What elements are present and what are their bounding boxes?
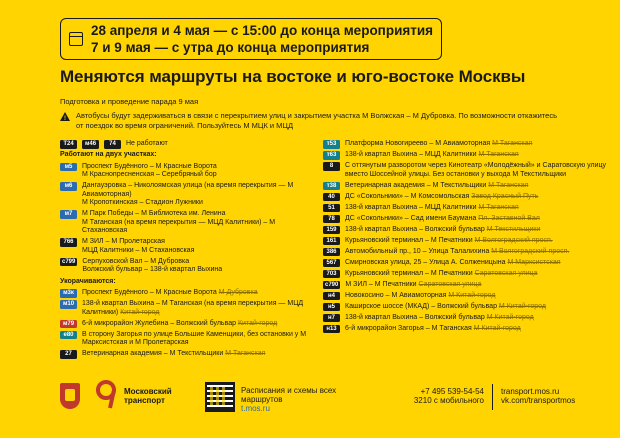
route-badge: т38 (323, 182, 340, 191)
route-description: 6-й микрорайон Загорья – М Таганская (345, 324, 472, 332)
route-description: Новокосино – М Авиамоторная (345, 291, 447, 299)
section-shortened: Укорачиваются: (60, 277, 116, 285)
route-badge: 161 (323, 237, 340, 246)
route-description: Серпуховской Вал – М Дубровка (82, 257, 190, 265)
cancelled-segment: М Волгоградский просп. (474, 236, 553, 244)
route-row (60, 182, 315, 208)
route-row (323, 226, 608, 235)
route-description: Каширское шоссе (МКАД) – Волжский бульвар (345, 302, 497, 310)
route-row (323, 325, 608, 334)
route-badge: м46 (82, 140, 99, 149)
cancelled-segment: М Текстильщики (486, 225, 541, 233)
section-two-segments: Работают на двух участках: (60, 151, 157, 158)
route-text (82, 210, 315, 236)
route-row (323, 259, 608, 268)
qr-code-icon (205, 382, 235, 412)
route-row (323, 204, 608, 213)
cancelled-segment: М Таганская (492, 140, 533, 147)
schedules-text: Расписания и схемы всех маршрутов (241, 386, 337, 404)
not-working-row (60, 140, 315, 149)
route-badge: м7 (60, 210, 77, 219)
cancelled-segment: М Таганская (478, 151, 519, 158)
route-row (323, 314, 608, 323)
route-row (323, 292, 608, 301)
route-description: Ветеринарная академия – М Текстильщики (82, 350, 224, 357)
route-text (82, 331, 315, 348)
date-line-1: 28 апреля и 4 мая — с 15:00 до конца мероприятия (91, 23, 434, 38)
divider (492, 384, 493, 410)
route-row (60, 320, 315, 329)
route-text (82, 182, 315, 208)
cancelled-segment: М Таганская (488, 181, 529, 189)
route-description: ДС «Сокольники» – Сад имени Баумана (345, 214, 477, 222)
phone-number[interactable]: +7 495 539-54-54 (420, 387, 484, 396)
route-row (323, 151, 608, 160)
page-title: Меняются маршруты на востоке и юго-востоке Москвы (60, 67, 526, 86)
route-text (82, 350, 315, 359)
cancelled-segment: Завод Красный Путь (471, 192, 539, 200)
route-text (345, 281, 608, 290)
route-text (82, 300, 315, 317)
site-block (501, 387, 575, 405)
route-row (323, 182, 608, 191)
route-row (323, 281, 608, 290)
route-badge: м10 (60, 300, 77, 309)
cancelled-segment: М Марксистская (507, 258, 561, 266)
route-text (345, 193, 608, 202)
phone-block (400, 387, 484, 405)
cancelled-segment: М Китай-город (473, 324, 521, 332)
route-description: 138-й квартал Выхина – Волжский бульвар (345, 313, 485, 321)
cancelled-segment: М Волгоградский просп. (491, 247, 570, 255)
route-text (345, 215, 608, 224)
warning-icon (60, 112, 70, 121)
route-text (82, 289, 315, 298)
route-text (345, 204, 608, 213)
route-text (345, 237, 608, 246)
cancelled-segment: М Китай-город (448, 291, 496, 299)
route-row (60, 300, 315, 317)
date-line-2: 7 и 9 мая — с утра до конца мероприятия (91, 40, 370, 55)
route-badge: 40 (323, 193, 340, 202)
route-description-second: Волжский бульвар – 138-й квартал Выхина (82, 266, 223, 273)
route-row (323, 270, 608, 279)
route-text (345, 226, 608, 235)
route-row (60, 238, 315, 255)
route-text (345, 325, 608, 334)
route-description: Курьяновский терминал – М Печатники (345, 269, 473, 277)
route-text (345, 270, 608, 279)
route-badge: 386 (323, 248, 340, 257)
route-badge: м3к (60, 289, 77, 298)
route-description: 138-й квартал Выхина – МЦД Калитники (345, 203, 477, 211)
cancelled-segment: М Китай-город (486, 313, 534, 321)
route-row (60, 331, 315, 348)
route-row (60, 258, 315, 275)
route-badge: 703 (323, 270, 340, 279)
warning-block (60, 111, 560, 131)
cancelled-segment: М Дубровка (218, 289, 258, 296)
brand-name: Московский транспорт (124, 387, 172, 405)
route-description: 138-й квартал Выхина – Волжский бульвар (345, 225, 485, 233)
cancelled-segment: М Таганская (225, 350, 266, 357)
site-link[interactable]: transport.mos.ru (501, 387, 560, 396)
footer (0, 372, 620, 438)
route-description-second: М Кропоткинская – Стадион Лужники (82, 199, 203, 206)
not-working-label: Не работают (126, 140, 168, 147)
left-column (60, 140, 315, 361)
route-row (323, 140, 608, 149)
route-badge: с790 (325, 281, 339, 288)
route-badge: 27 (60, 350, 77, 359)
vk-link[interactable]: vk.com/transportmos (501, 396, 576, 405)
warning-text: Автобусы будут задерживаться в связи с перекрытием улиц и закрытием участка М Волжская – М Дубровка. По возможности откажитесь от поездок во время ограничений. Пользуйтесь М МЦК и МЦД (76, 111, 557, 130)
route-badge: т63 (323, 151, 340, 160)
dates-box (60, 18, 442, 60)
route-text (82, 238, 315, 255)
cancelled-segment: Саратовская улица (418, 280, 482, 288)
route-badge: 74 (104, 140, 121, 149)
route-row (323, 303, 608, 312)
route-badge: н7 (323, 314, 340, 323)
route-description: ДС «Сокольники» – М Комсомольская (345, 192, 470, 200)
route-badge: н5 (323, 303, 340, 312)
moscow-coat-of-arms-icon (60, 383, 80, 409)
route-row (60, 210, 315, 236)
cancelled-segment: М Китай-город (498, 302, 546, 310)
route-description: Курьяновский терминал – М Печатники (345, 236, 473, 244)
route-row (323, 248, 608, 257)
route-text (82, 258, 315, 275)
route-text (345, 140, 608, 149)
route-description: Проспект Будённого – М Красные Ворота (82, 289, 217, 296)
route-badge: 78 (323, 215, 340, 224)
route-text (345, 314, 608, 323)
route-text (82, 163, 315, 180)
route-row (323, 215, 608, 224)
route-description: Проспект Будённого – М Красные Ворота (82, 162, 217, 170)
route-description: М Парк Победы – М Библиотека им. Ленина (82, 210, 226, 217)
route-description: М ЗИЛ – М Пролетарская (82, 238, 165, 245)
cancelled-segment: Китай-город (120, 308, 160, 316)
right-column (323, 140, 608, 336)
route-badge: м5 (60, 163, 77, 172)
route-text (82, 320, 315, 329)
cancelled-segment: Саратовская улица (474, 269, 538, 277)
route-description: Ветеринарная академия – М Текстильщики (345, 181, 487, 189)
route-text (345, 182, 608, 191)
route-description: С оттянутым разворотом через Кинотеатр «Молодёжный» и Саратовскую улицу вместо Шоссейной улицы. Без остановки у выхода М Текстильщики (345, 162, 606, 178)
route-badge: н4 (323, 292, 340, 301)
route-description: В сторону Загорья по улице Большие Каменщики, без остановки у М Марксистская и М Пролетарская (82, 330, 307, 346)
route-row (323, 162, 608, 179)
route-badge: 159 (323, 226, 340, 235)
route-description: 138-й квартал Выхина – М Таганская (на время перекрытия — МЦД Калитники) (82, 300, 304, 316)
route-badge: т53 (323, 140, 340, 149)
route-description: Автомобильный пр., 10 – Улица Талалихина (345, 247, 490, 255)
route-text (345, 303, 608, 312)
route-row (323, 237, 608, 246)
route-badge: м79 (60, 320, 77, 329)
route-description: Смирновская улица, 25 – Улица А. Солженицына (345, 258, 506, 266)
route-badge: с799 (62, 258, 76, 265)
cancelled-segment: Пл. Заставной Вал (478, 214, 540, 222)
route-text (345, 248, 608, 257)
route-row (323, 193, 608, 202)
route-description: Дангауэровка – Николоямская улица (на время перекрытия — М Авиамоторная) (82, 182, 294, 198)
route-row (60, 163, 315, 180)
route-description-second: М Краснопресненская – Серебряный бор (82, 171, 217, 178)
route-row (60, 289, 315, 298)
route-description-second: МЦД Калитники – М Стахановская (82, 246, 195, 254)
route-badge: 766 (60, 238, 77, 247)
route-badge: 51 (323, 204, 340, 213)
route-text (345, 162, 608, 179)
phone-mobile: 3210 с мобильного (413, 396, 484, 405)
cancelled-segment: Китай-город (237, 319, 278, 327)
page-subtitle: Подготовка и проведение парада 9 мая (60, 97, 199, 106)
route-badge: е80 (60, 331, 77, 340)
route-text (345, 151, 608, 160)
route-badge: 567 (323, 259, 340, 268)
schedules-link[interactable]: t.mos.ru (241, 404, 270, 413)
route-row (60, 350, 315, 359)
route-badge: н13 (323, 325, 340, 334)
route-text (345, 259, 608, 268)
transport-logo-icon (94, 380, 118, 410)
route-description: 6-й микрорайон Жулебина – Волжский бульвар (82, 319, 237, 327)
cancelled-segment: М Таганская (478, 203, 519, 211)
route-badge: м6 (60, 182, 77, 191)
route-text (345, 292, 608, 301)
route-description-second: М Таганская (на время перекрытия — МЦД Калитники) – М Стахановская (82, 218, 276, 234)
route-description: Платформа Новогиреево – М Авиамоторная (345, 140, 491, 147)
route-description: М ЗИЛ – М Печатники (345, 280, 417, 288)
calendar-icon (69, 32, 83, 46)
route-description: 138-й квартал Выхина – МЦД Калитники (345, 151, 477, 158)
route-badge: Т24 (60, 140, 77, 149)
schedules-block (241, 386, 351, 413)
route-badge: 8 (323, 162, 340, 171)
